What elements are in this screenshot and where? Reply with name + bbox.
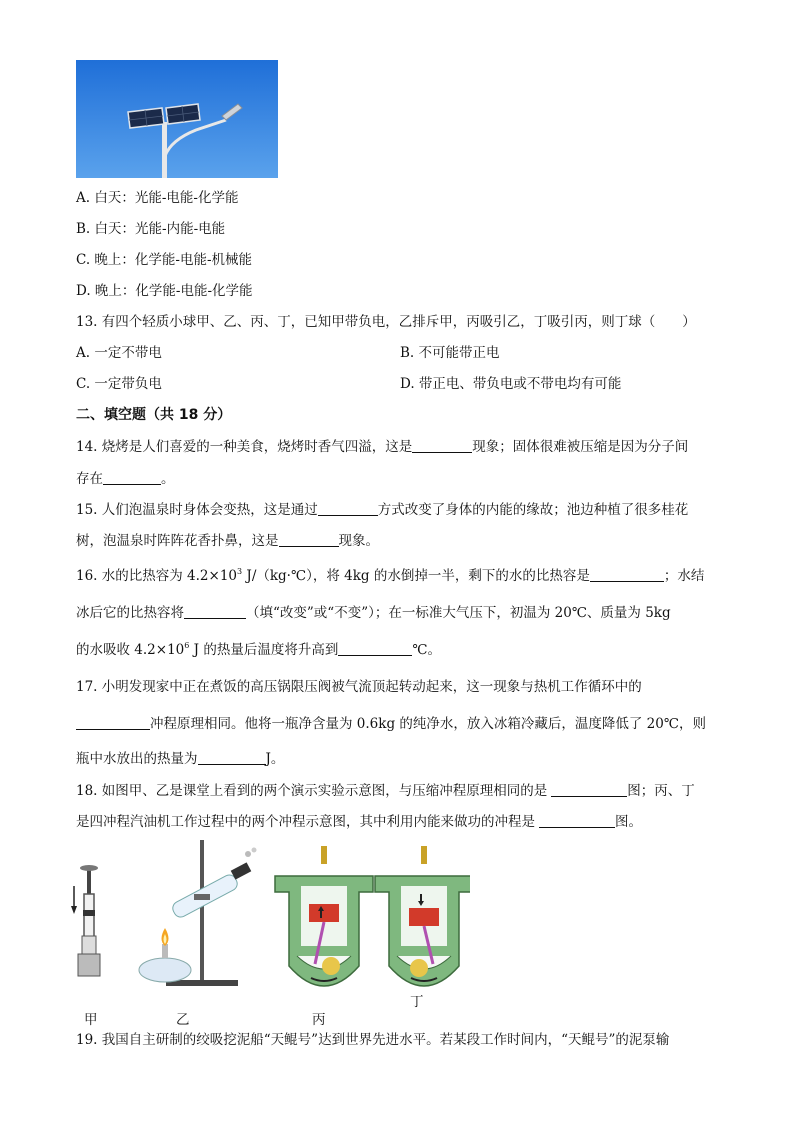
q12-option-c: C. 晚上：化学能-电能-机械能 <box>76 252 253 268</box>
solar-street-lamp-photo <box>76 60 278 178</box>
q13-stem: 13. 有四个轻质小球甲、乙、丙、丁，已知甲带负电，乙排斥甲，丙吸引乙，丁吸引丙，则丁球（ ） <box>76 314 696 330</box>
q16-text-3: ；水结 <box>663 568 705 584</box>
q12-option-a: A. 白天：光能-电能-化学能 <box>76 190 239 206</box>
q15-text-4: 现象。 <box>338 533 379 549</box>
q18-text-2: 图；丙、丁 <box>627 783 695 799</box>
q14-text-2: 现象；固体很难被压缩是因为分子间 <box>472 439 689 455</box>
q14-line-1 <box>76 438 688 456</box>
q17-line-2 <box>76 715 706 733</box>
q16-text-5: （填“改变”或“不变”）；在一标准大气压下，初温为 20℃、质量为 5kg <box>246 605 671 621</box>
q16-text-1: 16. 水的比热容为 4.2×10 <box>76 568 238 584</box>
q18-line-2 <box>76 813 642 831</box>
q17-text-4: J。 <box>265 751 285 767</box>
answer-blank[interactable] <box>590 567 664 582</box>
answer-blank[interactable] <box>198 750 266 765</box>
q14-text-3: 存在 <box>76 471 103 487</box>
answer-blank[interactable] <box>539 813 615 828</box>
engine-stroke-ding-icon <box>375 846 470 986</box>
q14-text-4: 。 <box>161 471 175 487</box>
q17-line-3 <box>76 750 284 768</box>
q16-text-8: ℃。 <box>412 642 441 658</box>
answer-blank[interactable] <box>76 715 150 730</box>
q13-option-c: C. 一定带负电 <box>76 376 162 392</box>
q13-option-d: D. 带正电、带负电或不带电均有可能 <box>400 376 622 392</box>
q13-option-a: A. 一定不带电 <box>76 345 162 361</box>
q12-option-b: B. 白天：光能-内能-电能 <box>76 221 226 237</box>
answer-blank[interactable] <box>184 604 246 619</box>
q19-line-1: 19. 我国自主研制的绞吸挖泥船“天鲲号”达到世界先进水平。若某段工作时间内，“天鲲号”的泥泵输 <box>76 1032 670 1048</box>
answer-blank[interactable] <box>338 641 412 656</box>
q14-line-2 <box>76 470 175 488</box>
q15-line-2 <box>76 532 379 550</box>
q12-option-d: D. 晚上：化学能-电能-化学能 <box>76 283 253 299</box>
q17-text-2: 冲程原理相同。他将一瓶净含量为 0.6kg 的纯净水，放入冰箱冷藏后，温度降低了 20℃，则 <box>150 716 706 732</box>
q13-option-b: B. 不可能带正电 <box>400 345 500 361</box>
q18-text-3: 是四冲程汽油机工作过程中的两个冲程示意图，其中利用内能来做功的冲程是 <box>76 814 535 830</box>
answer-blank[interactable] <box>551 782 627 797</box>
experiment-figures <box>70 836 470 1006</box>
q18-line-1 <box>76 782 695 800</box>
q15-text-2: 方式改变了身体的内能的缘故；池边种植了很多桂花 <box>377 502 689 518</box>
q16-text-7: J 的热量后温度将升高到 <box>189 642 339 658</box>
q16-text-4: 冰后它的比热容将 <box>76 605 184 621</box>
figure-label-jia: 甲 <box>84 1012 98 1028</box>
q16-line-1 <box>76 567 704 585</box>
section-heading: 二、填空题（共 18 分） <box>76 407 232 423</box>
q17-line-1: 17. 小明发现家中正在煮饭的高压锅限压阀被气流顶起转动起来，这一现象与热机工作循环中的 <box>76 679 642 695</box>
figure-label-ding: 丁 <box>410 994 424 1010</box>
q16-text-2: J/（kg·℃），将 4kg 的水倒掉一半，剩下的水的比热容是 <box>242 568 590 584</box>
answer-blank[interactable] <box>279 532 339 547</box>
figure-label-bing: 丙 <box>312 1012 326 1028</box>
q15-text-3: 树，泡温泉时阵阵花香扑鼻，这是 <box>76 533 279 549</box>
q15-text-1: 15. 人们泡温泉时身体会变热，这是通过 <box>76 502 318 518</box>
answer-blank[interactable] <box>103 470 161 485</box>
answer-blank[interactable] <box>412 438 472 453</box>
compression-syringe-icon <box>71 865 100 976</box>
q16-exponent-2: 6 <box>184 641 190 650</box>
answer-blank[interactable] <box>318 501 378 516</box>
heated-test-tube-icon <box>139 840 257 986</box>
q15-line-1 <box>76 501 688 519</box>
engine-stroke-bing-icon <box>275 846 373 986</box>
q14-text-1: 14. 烧烤是人们喜爱的一种美食，烧烤时香气四溢，这是 <box>76 439 413 455</box>
q17-text-3: 瓶中水放出的热量为 <box>76 751 198 767</box>
q18-text-4: 图。 <box>615 814 642 830</box>
q16-line-2 <box>76 604 671 622</box>
q16-line-3 <box>76 641 441 659</box>
q18-text-1: 18. 如图甲、乙是课堂上看到的两个演示实验示意图，与压缩冲程原理相同的是 <box>76 783 548 799</box>
q16-text-6: 的水吸收 4.2×10 <box>76 642 185 658</box>
q16-exponent-1: 3 <box>237 567 243 576</box>
figure-label-yi: 乙 <box>176 1012 190 1028</box>
